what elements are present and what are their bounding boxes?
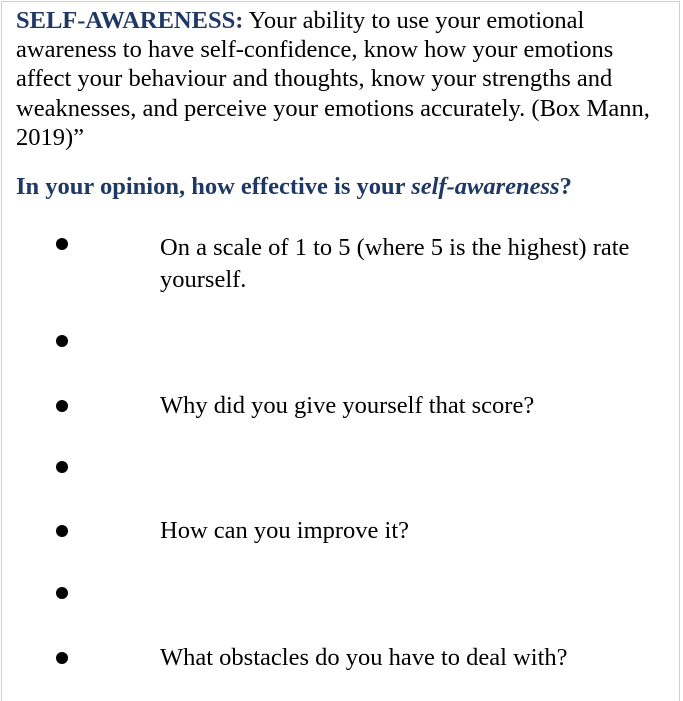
list-item-text: On a scale of 1 to 5 (where 5 is the highest) rate yourself. — [160, 234, 630, 293]
definition-term: SELF-AWARENESS: — [16, 7, 244, 34]
bullet-icon — [56, 461, 68, 473]
definition-text: Your ability to use your emotional awareness to have self-confidence, know how your emotions affect your behaviour and thoughts, know your strengths and weaknesses, and perceive your emotions accurately. (Box Mann, 2019)” — [16, 7, 650, 151]
bullet-icon — [56, 238, 68, 250]
list-item-text: How can you improve it? — [160, 517, 410, 544]
bullet-icon — [56, 525, 68, 537]
question-heading — [16, 172, 671, 202]
question-suffix: ? — [559, 173, 572, 200]
list-item-text: Why did you give yourself that score? — [160, 392, 535, 419]
list-item-text: What obstacles do you have to deal with? — [160, 644, 568, 671]
bullet-icon — [56, 400, 68, 412]
self-awareness-definition — [16, 6, 671, 152]
question-prefix: In your opinion, how effective is your — [16, 173, 412, 200]
bullet-icon — [56, 652, 68, 664]
bullet-icon — [56, 587, 68, 599]
question-emphasis: self-awareness — [411, 173, 560, 200]
bullet-icon — [56, 335, 68, 347]
